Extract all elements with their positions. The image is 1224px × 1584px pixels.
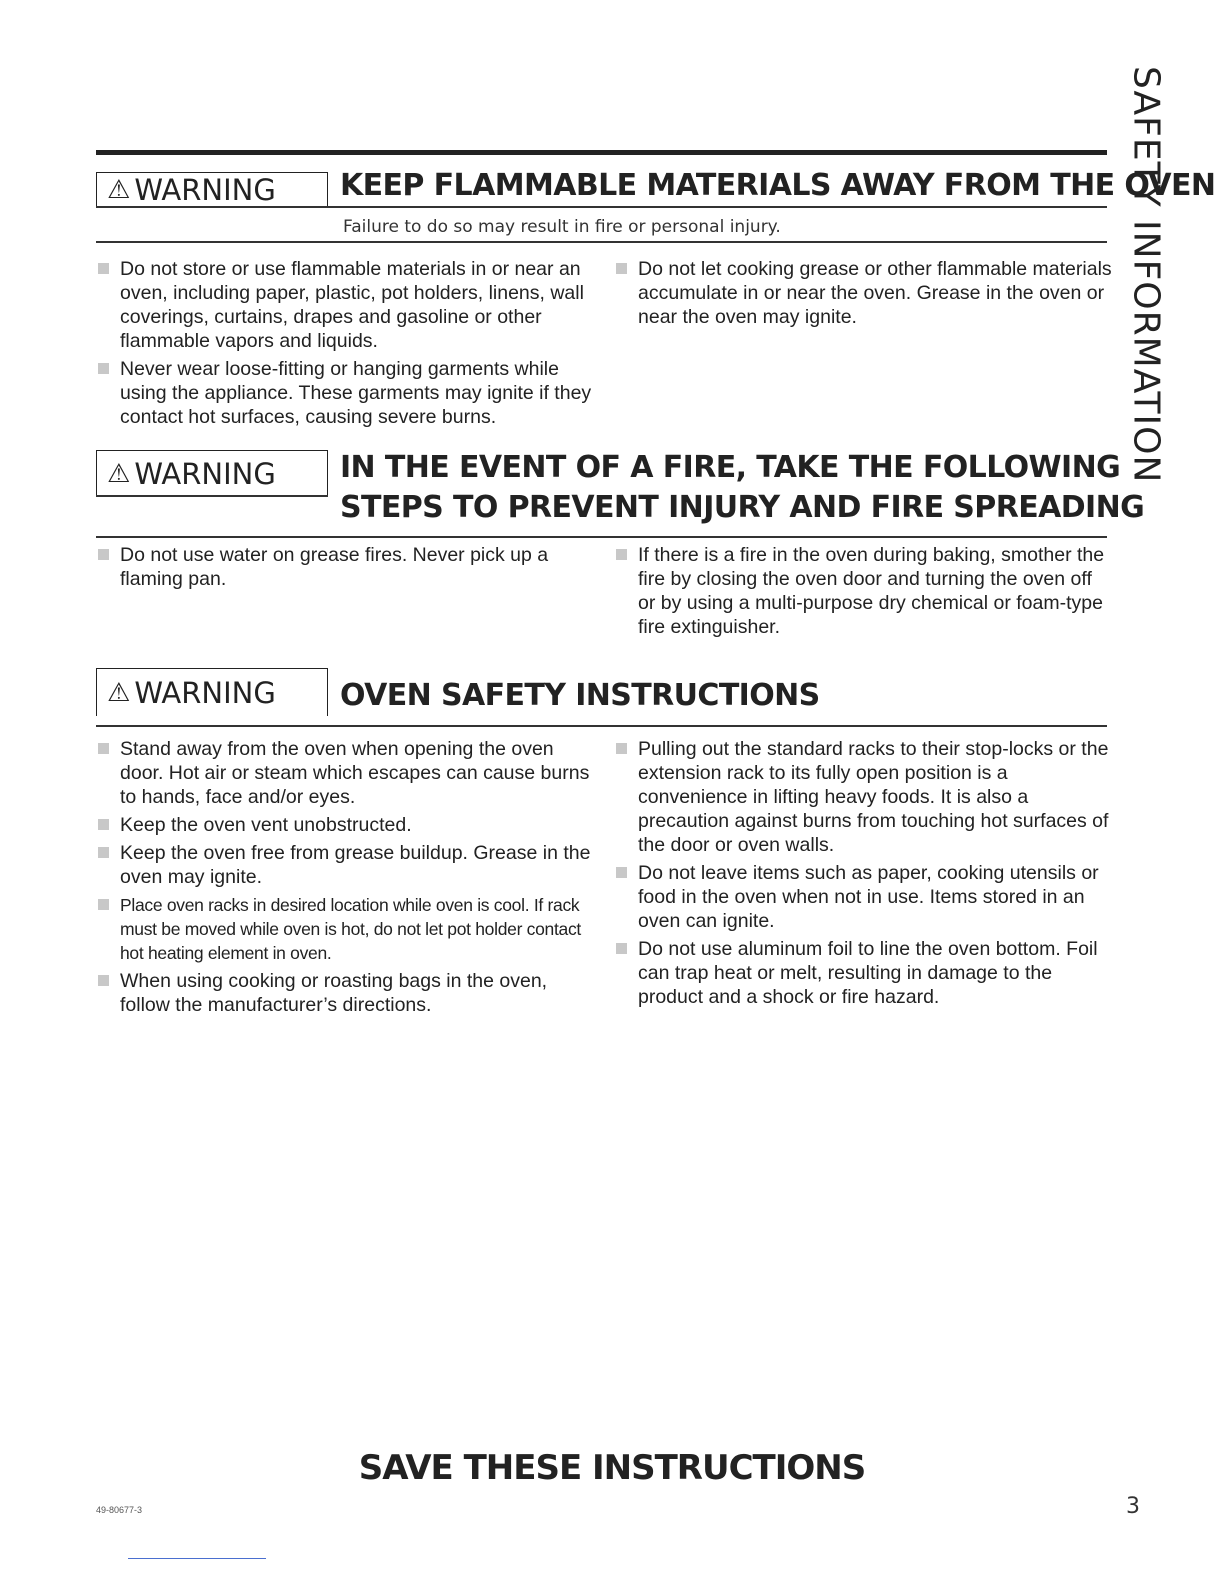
warning-label: WARNING (134, 456, 276, 491)
section-title-line: OVEN SAFETY INSTRUCTIONS (340, 678, 820, 713)
list-item: Never wear loose-fitting or hanging garments while using the appliance. These garments may ignite if they contact hot surfaces, causing severe burns. (96, 357, 596, 429)
list-item: When using cooking or roasting bags in the oven, follow the manufacturer’s directions. (96, 969, 596, 1017)
right-column (614, 737, 1114, 1013)
left-column (96, 543, 596, 595)
right-column (614, 543, 1114, 643)
save-instructions-footer: SAVE THESE INSTRUCTIONS (358, 1448, 866, 1488)
page-number: 3 (1126, 1494, 1140, 1519)
top-rule (96, 150, 1107, 155)
section-title-line: IN THE EVENT OF A FIRE, TAKE THE FOLLOWING (340, 450, 1121, 485)
section-subtitle: Failure to do so may result in fire or personal injury. (343, 217, 781, 237)
section-rule (96, 241, 1107, 243)
section-title (340, 166, 1216, 206)
warning-triangle-icon: ⚠ (107, 677, 131, 708)
section-title-line: STEPS TO PREVENT INJURY AND FIRE SPREADING (340, 490, 1145, 525)
warning-label: WARNING (134, 172, 276, 207)
warning-box (96, 172, 328, 206)
list-item: Do not leave items such as paper, cooking utensils or food in the oven when not in use. Items stored in an oven can ignite. (614, 861, 1114, 933)
list-item: Do not use water on grease fires. Never pick up a flaming pan. (96, 543, 596, 591)
header-rule (96, 206, 1107, 208)
warning-triangle-icon: ⚠ (107, 458, 131, 489)
list-item: Keep the oven vent unobstructed. (96, 813, 596, 837)
warning-box (96, 668, 328, 716)
side-tab (1110, 66, 1182, 484)
list-item: Do not store or use flammable materials in or near an oven, including paper, plastic, pot holders, linens, wall coverings, curtains, drapes and gasoline or other flammable vapors and liquids. (96, 257, 596, 353)
list-item: If there is a fire in the oven during baking, smother the fire by closing the oven door and turning the oven off or by using a multi-purpose dry chemical or foam-type fire extinguisher. (614, 543, 1114, 639)
left-column (96, 257, 596, 433)
list-item: Do not let cooking grease or other flammable materials accumulate in or near the oven. Grease in the oven or near the oven may ignite. (614, 257, 1114, 329)
section-rule (96, 725, 1107, 727)
document-number: 49-80677-3 (96, 1505, 143, 1515)
scan-artifact-line (128, 1558, 266, 1559)
section-title (340, 676, 1107, 716)
warning-box (96, 450, 328, 496)
section-title-line: KEEP FLAMMABLE MATERIALS AWAY FROM THE OVEN (340, 168, 1216, 203)
right-column (614, 257, 1114, 333)
section-rule (96, 536, 1107, 538)
header-rule (96, 495, 328, 497)
list-item: Pulling out the standard racks to their stop-locks or the extension rack to its fully open position is a convenience in lifting heavy foods. It is also a precaution against burns from touching hot surfaces of the door or oven walls. (614, 737, 1114, 857)
list-item: Stand away from the oven when opening the oven door. Hot air or steam which escapes can cause burns to hands, face and/or eyes. (96, 737, 596, 809)
left-column (96, 737, 596, 1021)
list-item: Place oven racks in desired location while oven is cool. If rack must be moved while oven is hot, do not let pot holder contact hot heating element in oven. (96, 893, 596, 965)
warning-label: WARNING (134, 675, 276, 710)
warning-triangle-icon: ⚠ (107, 174, 131, 205)
list-item: Keep the oven free from grease buildup. Grease in the oven may ignite. (96, 841, 596, 889)
section-title (340, 448, 1145, 528)
side-tab-label: SAFETY INFORMATION (1125, 66, 1167, 484)
list-item: Do not use aluminum foil to line the oven bottom. Foil can trap heat or melt, resulting in damage to the product and a shock or fire hazard. (614, 937, 1114, 1009)
